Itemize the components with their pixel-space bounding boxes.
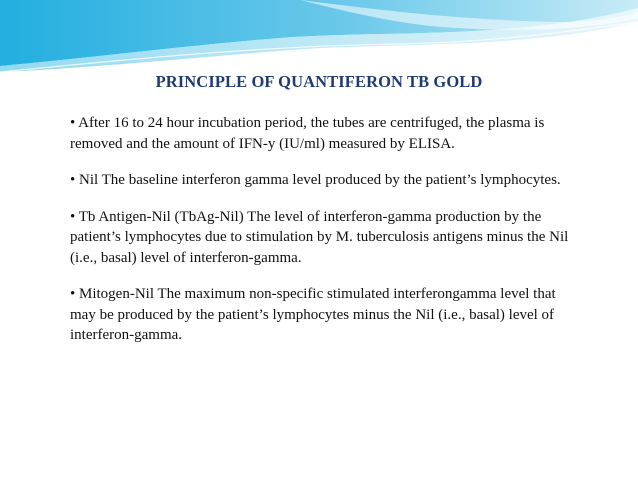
slide-body — [70, 113, 570, 362]
header-wave-decoration — [0, 0, 638, 80]
bullet-mitogen-nil: • Mitogen-Nil The maximum non-specific stimulated interferongamma level that may be produced by the patient’s lymphocytes minus the Nil (i.e., basal) level of interferon-gamma. — [70, 286, 556, 343]
bullet-incubation: • After 16 to 24 hour incubation period, the tubes are centrifuged, the plasma is removed and the amount of IFN-y (IU/ml) measured by ELISA. — [70, 115, 545, 152]
bullet-tb-antigen-nil: • Tb Antigen-Nil (TbAg-Nil) The level of interferon-gamma production by the patient’s lymphocytes due to stimulation by M. tuberculosis antigens minus the Nil (i.e., basal) level of interferon-gamma. — [70, 208, 569, 266]
slide-title: PRINCIPLE OF QUANTIFERON TB GOLD — [155, 72, 483, 91]
bullet-nil: • Nil The baseline interferon gamma level produced by the patient’s lymphocytes. — [70, 172, 561, 188]
